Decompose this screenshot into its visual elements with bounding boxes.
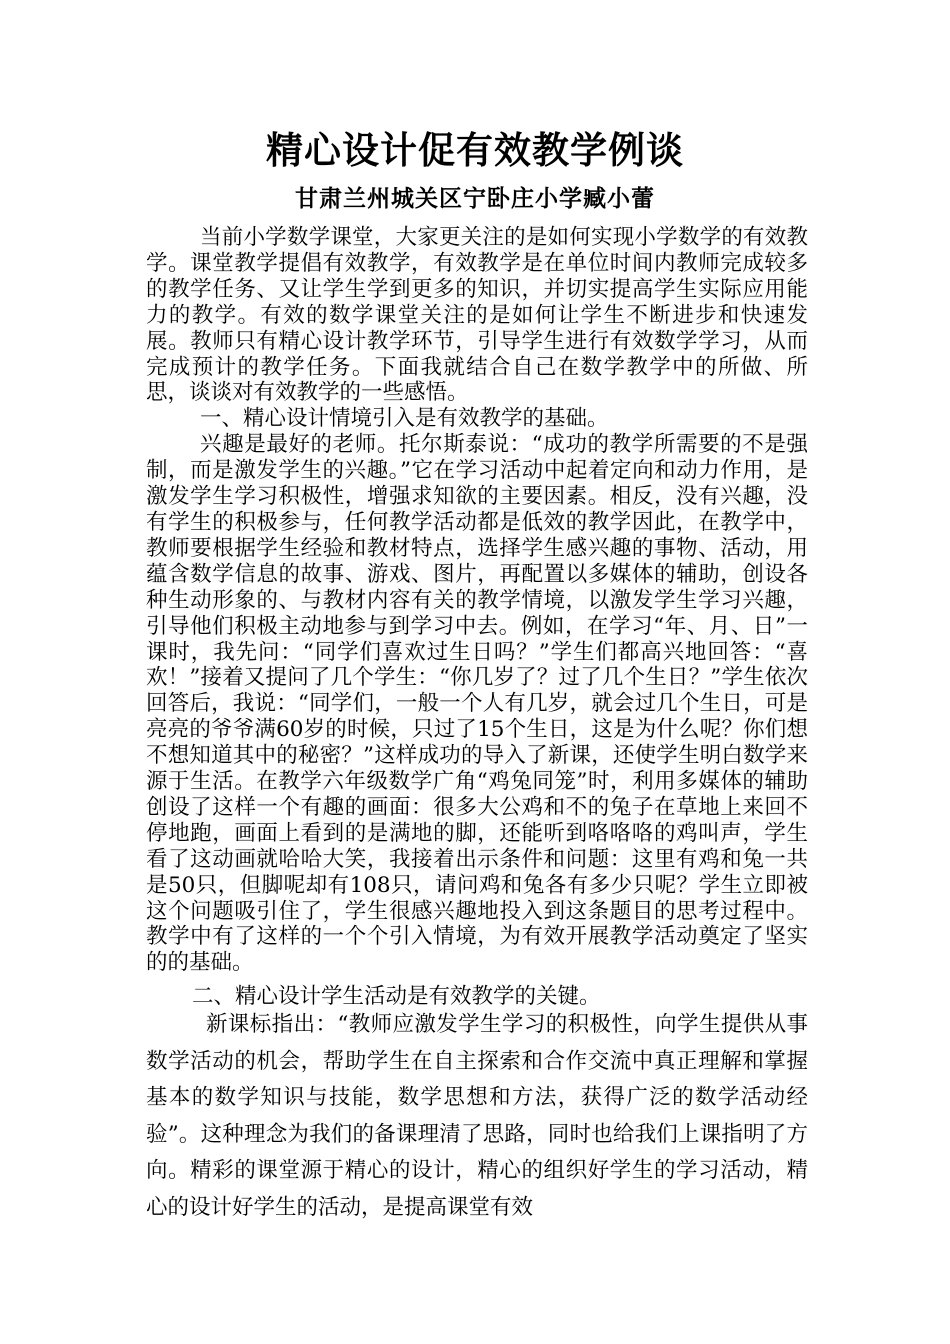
section-1-heading: 一、精心设计情境引入是有效教学的基础。 — [200, 406, 609, 432]
section-2-paragraph: 新课标指出：“教师应激发学生学习的积极性，向学生提供从事数学活动的机会，帮助学生在自主探索和合作交流中真正理解和掌握基本的数学知识与技能，数学思想和方法，获得广泛的数学活动经验”。这种理念为我们的备课理清了思路，同时也给我们上课指明了方向。精彩的课堂源于精心的设计，精心的组织好学生的学习活动，精心的设计好学生的活动，是提高课堂有效 — [146, 1012, 808, 1220]
intro-paragraph: 当前小学数学课堂，大家更关注的是如何实现小学数学的有效教学。课堂教学提倡有效教学，有效教学是在单位时间内教师完成较多的教学任务、又让学生学到更多的知识，并切实提高学生实际应用能力的教学。有效的数学课堂关注的是如何让学生不断进步和快速发展。教师只有精心设计教学环节，引导学生进行有效数学学习，从而完成预计的教学任务。下面我就结合自己在数学教学中的所做、所思，谈谈对有效教学的一些感悟。 — [146, 225, 808, 406]
section-1-paragraph: 兴趣是最好的老师。托尔斯泰说：“成功的教学所需要的不是强制，而是激发学生的兴趣。”它在学习活动中起着定向和动力作用，是激发学生学习积极性，增强求知欲的主要因素。相反，没有兴趣，没有学生的积极参与，任何教学活动都是低效的教学因此，在教学中，教师要根据学生经验和教材特点，选择学生感兴趣的事物、活动，用蕴含数学信息的故事、游戏、图片，再配置以多媒体的辅助，创设各种生动形象的、与教材内容有关的教学情境，以激发学生学习兴趣，引导他们积极主动地参与到学习中去。例如，在学习“年、月、日”一课时，我先问：“同学们喜欢过生日吗？”学生们都高兴地回答：“喜欢！”接着又提问了几个学生：“你几岁了？过了几个生日？”学生依次回答后，我说：“同学们，一般一个人有几岁，就会过几个生日，可是亮亮的爷爷满60岁的时候，只过了15个生日，这是为什么呢？你们想不想知道其中的秘密？”这样成功的导入了新课，还使学生明白数学来源于生活。在教学六年级数学广角“鸡兔同笼”时，利用多媒体的辅助创设了这样一个有趣的画面：很多大公鸡和不的兔子在草地上来回不停地跑，画面上看到的是满地的脚，还能听到咯咯咯的鸡叫声，学生看了这动画就哈哈大笑，我接着出示条件和问题：这里有鸡和兔一共是50只，但脚呢却有108只，请问鸡和兔各有多少只呢？学生立即被这个问题吸引住了，学生很感兴趣地投入到这条题目的思考过程中。教学中有了这样的一个个引入情境，为有效开展教学活动奠定了坚实的的基础。 — [146, 432, 808, 976]
section-2-heading: 二、精心设计学生活动是有效教学的关键。 — [192, 984, 601, 1009]
intro-and-section-1 — [146, 225, 808, 976]
section-2-body-block — [146, 1007, 808, 1227]
document-title: 精心设计促有效教学例谈 — [266, 128, 684, 172]
document-author: 甘肃兰州城关区宁卧庄小学臧小蕾 — [295, 185, 655, 212]
